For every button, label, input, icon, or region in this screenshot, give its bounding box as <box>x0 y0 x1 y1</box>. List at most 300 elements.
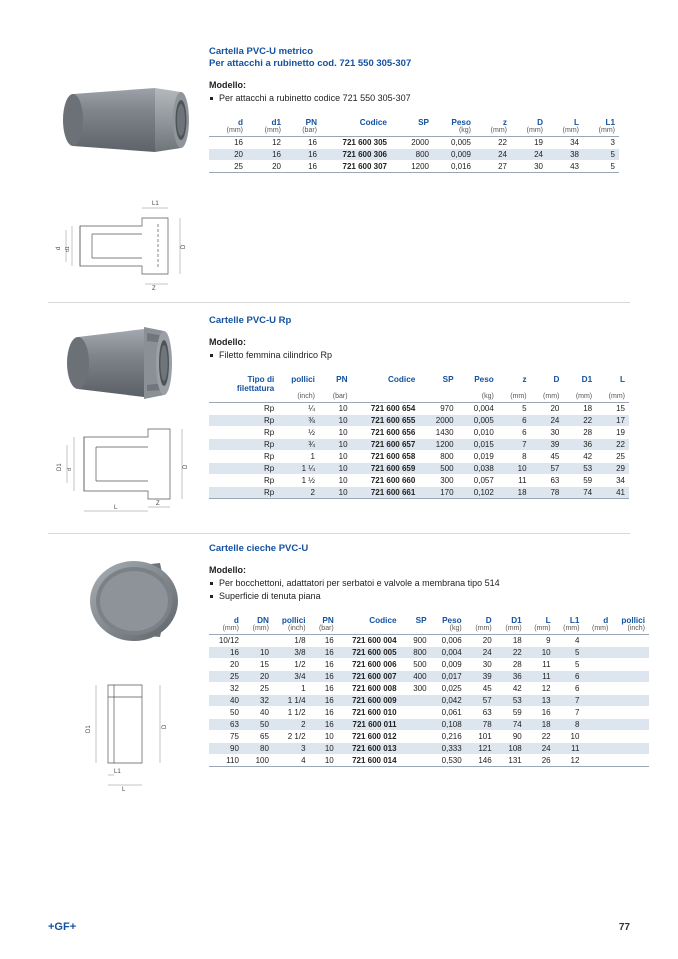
cell: 20 <box>209 659 243 671</box>
cell: Rp <box>209 427 278 439</box>
cell: 10/12 <box>209 635 243 647</box>
col-unit: (mm) <box>466 625 496 635</box>
col-header: L <box>573 118 579 127</box>
cell: 16 <box>209 137 247 149</box>
cell-code: 721 600 008 <box>338 683 401 695</box>
col-header: L1 <box>569 616 580 625</box>
cell: 16 <box>310 683 338 695</box>
cell: 57 <box>531 463 564 475</box>
cell: 20 <box>243 671 273 683</box>
cell: 12 <box>247 137 285 149</box>
blind-cap-dimension-drawing <box>50 663 200 793</box>
table-row <box>209 487 629 499</box>
cell: 39 <box>531 439 564 451</box>
cell-code: 721 600 656 <box>352 427 420 439</box>
cell: 121 <box>466 743 496 755</box>
cell-code: 721 600 655 <box>352 415 420 427</box>
cell: 0,016 <box>433 161 475 173</box>
col-unit <box>321 127 391 137</box>
table-header-row <box>209 374 629 393</box>
cell: 3/8 <box>273 647 310 659</box>
cell: 5 <box>555 659 584 671</box>
cell-code: 721 600 306 <box>321 149 391 161</box>
col-unit: (kg) <box>433 127 475 137</box>
col-unit: (inch) <box>278 393 319 403</box>
cell <box>612 707 649 719</box>
cell: 22 <box>563 415 596 427</box>
cell-code: 721 600 658 <box>352 451 420 463</box>
cell: 53 <box>496 695 526 707</box>
cell: 1/2 <box>273 659 310 671</box>
cell: ½ <box>278 427 319 439</box>
cell: 63 <box>531 475 564 487</box>
table-units-row <box>209 625 649 635</box>
col-header: d <box>603 616 609 625</box>
cell: 1/8 <box>273 635 310 647</box>
cell: 34 <box>596 475 629 487</box>
cell: 300 <box>419 475 457 487</box>
cell: 80 <box>243 743 273 755</box>
section-divider <box>48 533 630 534</box>
cell-code: 721 600 005 <box>338 647 401 659</box>
col-header: SP <box>418 118 429 127</box>
col-unit: (bar) <box>310 625 338 635</box>
cell: 43 <box>547 161 583 173</box>
col-header: d <box>237 118 243 127</box>
cell: 18 <box>498 487 531 499</box>
col-unit: (mm) <box>496 625 526 635</box>
cell: 0,102 <box>458 487 498 499</box>
list-item: Per bocchettoni, adattatori per serbatoi e valvole a membrana tipo 514 <box>209 577 649 590</box>
cell: 25 <box>243 683 273 695</box>
cell: 1 ½ <box>278 475 319 487</box>
cell: 10 <box>498 463 531 475</box>
cell: 30 <box>466 659 496 671</box>
cell: 10 <box>319 451 352 463</box>
cell: 0,004 <box>458 403 498 415</box>
cell: 131 <box>496 755 526 767</box>
cell: Rp <box>209 487 278 499</box>
cell: 74 <box>496 719 526 731</box>
cell: 24 <box>511 149 547 161</box>
cell: 0,010 <box>458 427 498 439</box>
cell: 29 <box>596 463 629 475</box>
col-header: Peso <box>474 375 494 384</box>
section-cartelle-cieche <box>0 543 678 843</box>
cell-code: 721 600 010 <box>338 707 401 719</box>
cell <box>583 695 612 707</box>
table-body <box>209 137 619 173</box>
cell: 6 <box>555 683 584 695</box>
col-unit: (mm) <box>209 127 247 137</box>
cell: 15 <box>596 403 629 415</box>
cell <box>612 755 649 767</box>
cell: 7 <box>555 707 584 719</box>
col-unit: (kg) <box>458 393 498 403</box>
cell: 16 <box>285 137 321 149</box>
cell: 15 <box>243 659 273 671</box>
table-row <box>209 707 649 719</box>
svg-text:d: d <box>56 246 62 250</box>
cell: 34 <box>547 137 583 149</box>
cell: 28 <box>563 427 596 439</box>
cell: 16 <box>310 635 338 647</box>
threaded-bushing-dimension-drawing <box>50 415 200 515</box>
cell: 11 <box>526 659 555 671</box>
cell: 900 <box>401 635 431 647</box>
section-cartella-metrico <box>0 46 678 296</box>
cell: 300 <box>401 683 431 695</box>
svg-text:Z: Z <box>152 286 156 292</box>
svg-text:d: d <box>67 468 73 471</box>
section-heading <box>209 46 629 70</box>
cell-code: 721 600 011 <box>338 719 401 731</box>
col-header: D <box>485 616 492 625</box>
col-header: D <box>553 375 560 384</box>
svg-text:L1: L1 <box>152 201 159 207</box>
cell: 18 <box>496 635 526 647</box>
cell: 57 <box>466 695 496 707</box>
cell: 22 <box>596 439 629 451</box>
cell: 2000 <box>391 137 433 149</box>
cell: 42 <box>496 683 526 695</box>
cell: 42 <box>563 451 596 463</box>
table-row <box>209 137 619 149</box>
cell: 0,057 <box>458 475 498 487</box>
cell: 7 <box>555 695 584 707</box>
spec-table-1 <box>209 117 619 173</box>
section-cartelle-rp <box>0 315 678 530</box>
cell: 2 <box>273 719 310 731</box>
cell: 0,061 <box>431 707 466 719</box>
cell: 8 <box>555 719 584 731</box>
cell: 1 <box>273 683 310 695</box>
col-header: PN <box>305 118 317 127</box>
col-header: d1 <box>271 118 281 127</box>
pipe-adapter-photo <box>55 80 195 160</box>
table-row <box>209 743 649 755</box>
cell-code: 721 600 007 <box>338 671 401 683</box>
cell: 10 <box>319 475 352 487</box>
col-header: pollici <box>621 616 645 625</box>
cell: 10 <box>319 415 352 427</box>
cell: 18 <box>526 719 555 731</box>
col-unit: (mm) <box>583 127 619 137</box>
bullet-list <box>209 92 629 105</box>
col-unit <box>209 393 278 403</box>
cell <box>401 731 431 743</box>
cell <box>612 731 649 743</box>
cell: 20 <box>466 635 496 647</box>
col-unit: (mm) <box>583 625 612 635</box>
table-header-row <box>209 615 649 625</box>
cell: 3 <box>583 137 619 149</box>
col-unit: (kg) <box>431 625 466 635</box>
brand-logo: +GF+ <box>48 921 77 933</box>
cell: 11 <box>498 475 531 487</box>
cell-code: 721 600 013 <box>338 743 401 755</box>
cell: Rp <box>209 451 278 463</box>
col-header <box>209 374 278 393</box>
section-heading <box>209 315 629 327</box>
svg-text:D: D <box>181 244 187 249</box>
list-item: Per attacchi a rubinetto codice 721 550 305-307 <box>209 92 629 105</box>
cell: 10 <box>319 427 352 439</box>
cell: 970 <box>419 403 457 415</box>
cell: 146 <box>466 755 496 767</box>
cell: 0,108 <box>431 719 466 731</box>
cell: 20 <box>209 149 247 161</box>
cell: 59 <box>496 707 526 719</box>
cell <box>401 707 431 719</box>
cell: 0,005 <box>458 415 498 427</box>
cell: 78 <box>466 719 496 731</box>
cell: 38 <box>547 149 583 161</box>
cell: 1200 <box>419 439 457 451</box>
table-row <box>209 695 649 707</box>
cell <box>583 635 612 647</box>
table-row <box>209 719 649 731</box>
cell: 39 <box>466 671 496 683</box>
cell: 12 <box>526 683 555 695</box>
cell: 16 <box>310 647 338 659</box>
cell: 8 <box>498 451 531 463</box>
cell: 50 <box>209 707 243 719</box>
cell: 0,005 <box>433 137 475 149</box>
cell: 11 <box>526 671 555 683</box>
cell-code: 721 600 012 <box>338 731 401 743</box>
cell: 0,019 <box>458 451 498 463</box>
cell <box>243 635 273 647</box>
cell: 10 <box>319 439 352 451</box>
cell: 10 <box>319 463 352 475</box>
cell: 0,216 <box>431 731 466 743</box>
col-header: PN <box>322 616 334 625</box>
cell: Rp <box>209 475 278 487</box>
cell <box>612 647 649 659</box>
cell: 7 <box>498 439 531 451</box>
cell: 22 <box>496 647 526 659</box>
cell: 2 <box>278 487 319 499</box>
cell: 10 <box>319 403 352 415</box>
col-unit <box>338 625 401 635</box>
col-header: D1 <box>511 616 522 625</box>
svg-text:L1: L1 <box>114 769 121 775</box>
table-row <box>209 161 619 173</box>
list-item: Superficie di tenuta piana <box>209 590 649 603</box>
cell: 90 <box>209 743 243 755</box>
col-header: L <box>619 375 625 384</box>
spec-table-2 <box>209 374 629 499</box>
col-header: D <box>537 118 543 127</box>
cell: 2000 <box>419 415 457 427</box>
col-header: pollici <box>281 616 306 625</box>
cell: 5 <box>555 647 584 659</box>
cell <box>583 707 612 719</box>
cell: 16 <box>209 647 243 659</box>
cell: 110 <box>209 755 243 767</box>
model-label: Modello: <box>209 337 246 347</box>
col-header: pollici <box>291 375 315 384</box>
cell: 16 <box>247 149 285 161</box>
cell: 3/4 <box>273 671 310 683</box>
table-header-row <box>209 117 619 127</box>
cell: 20 <box>247 161 285 173</box>
cell: 4 <box>273 755 310 767</box>
cell: ¼ <box>278 403 319 415</box>
cell-code: 721 600 307 <box>321 161 391 173</box>
cell: 32 <box>209 683 243 695</box>
cell-code: 721 600 654 <box>352 403 420 415</box>
cell: 25 <box>209 161 247 173</box>
cell: 16 <box>526 707 555 719</box>
col-unit: (bar) <box>319 393 352 403</box>
cell: 25 <box>209 671 243 683</box>
table-row <box>209 659 649 671</box>
cell: 6 <box>498 427 531 439</box>
cell <box>583 671 612 683</box>
cell: 16 <box>285 149 321 161</box>
cell: 24 <box>526 743 555 755</box>
table-row <box>209 439 629 451</box>
col-unit: (mm) <box>563 393 596 403</box>
col-header: z <box>522 375 527 384</box>
svg-text:D1: D1 <box>86 725 92 733</box>
cell: 6 <box>498 415 531 427</box>
cell: 19 <box>596 427 629 439</box>
cell: 5 <box>498 403 531 415</box>
cell: 1430 <box>419 427 457 439</box>
cell: 101 <box>466 731 496 743</box>
cell: Rp <box>209 439 278 451</box>
col-unit: (bar) <box>285 127 321 137</box>
col-header: d <box>233 616 239 625</box>
cell: 800 <box>401 647 431 659</box>
cell: 10 <box>555 731 584 743</box>
col-unit <box>352 393 420 403</box>
col-unit: (inch) <box>273 625 310 635</box>
cell: 16 <box>310 659 338 671</box>
cell: 41 <box>596 487 629 499</box>
bullet-list <box>209 577 649 603</box>
cell <box>612 659 649 671</box>
col-unit: (mm) <box>555 625 584 635</box>
cell: 53 <box>563 463 596 475</box>
cell: 36 <box>496 671 526 683</box>
col-header: Peso <box>442 616 462 625</box>
cell: 22 <box>526 731 555 743</box>
col-unit: (mm) <box>596 393 629 403</box>
cell: 0,025 <box>431 683 466 695</box>
col-unit: (mm) <box>247 127 285 137</box>
cell <box>583 755 612 767</box>
col-unit: (mm) <box>243 625 273 635</box>
cell: 16 <box>310 719 338 731</box>
cell: 16 <box>285 161 321 173</box>
col-header-label: Tipo di filettatura <box>236 375 275 393</box>
col-unit: (mm) <box>531 393 564 403</box>
svg-text:L: L <box>122 787 126 793</box>
cell: 800 <box>419 451 457 463</box>
cell: 0,333 <box>431 743 466 755</box>
cell: 45 <box>531 451 564 463</box>
section-heading <box>209 543 649 555</box>
svg-text:D: D <box>162 724 168 729</box>
svg-text:Z: Z <box>156 501 160 507</box>
col-header: Codice <box>388 375 416 384</box>
cell-code: 721 600 009 <box>338 695 401 707</box>
cell <box>401 695 431 707</box>
cell: 5 <box>583 149 619 161</box>
cell: 78 <box>531 487 564 499</box>
table-row <box>209 451 629 463</box>
cell: 20 <box>531 403 564 415</box>
table-row <box>209 731 649 743</box>
col-unit <box>419 393 457 403</box>
col-header: Peso <box>451 118 471 127</box>
cell: 16 <box>310 671 338 683</box>
cell: 36 <box>563 439 596 451</box>
cell-code: 721 600 659 <box>352 463 420 475</box>
cell: 25 <box>596 451 629 463</box>
cell: 16 <box>310 707 338 719</box>
col-unit: (mm) <box>547 127 583 137</box>
cell: 100 <box>243 755 273 767</box>
cell: 0,530 <box>431 755 466 767</box>
cell: 24 <box>531 415 564 427</box>
col-header: Codice <box>369 616 397 625</box>
cell: 59 <box>563 475 596 487</box>
cell-code: 721 600 004 <box>338 635 401 647</box>
cell: 28 <box>496 659 526 671</box>
cell-code: 721 600 014 <box>338 755 401 767</box>
cell: 27 <box>475 161 511 173</box>
cell: 4 <box>555 635 584 647</box>
cell <box>401 719 431 731</box>
cell <box>612 695 649 707</box>
cell <box>612 683 649 695</box>
cell-code: 721 600 661 <box>352 487 420 499</box>
cell <box>401 743 431 755</box>
cell <box>583 659 612 671</box>
cell: ⅜ <box>278 415 319 427</box>
cell: 75 <box>209 731 243 743</box>
cell: 24 <box>466 647 496 659</box>
cell: 50 <box>243 719 273 731</box>
cell: 800 <box>391 149 433 161</box>
cell: 3 <box>273 743 310 755</box>
table-row <box>209 683 649 695</box>
col-header: DN <box>257 616 269 625</box>
cell: 0,015 <box>458 439 498 451</box>
table-row <box>209 671 649 683</box>
cell: 17 <box>596 415 629 427</box>
cell: 1 <box>278 451 319 463</box>
col-unit: (mm) <box>526 625 555 635</box>
cell <box>583 683 612 695</box>
table-units-row <box>209 393 629 403</box>
cell: 0,006 <box>431 635 466 647</box>
col-unit: (mm) <box>475 127 511 137</box>
table-row <box>209 403 629 415</box>
cell: Rp <box>209 415 278 427</box>
cell: 30 <box>531 427 564 439</box>
model-label: Modello: <box>209 565 246 575</box>
cell <box>401 755 431 767</box>
cell: 90 <box>496 731 526 743</box>
col-header: Codice <box>359 118 387 127</box>
table-body <box>209 403 629 499</box>
